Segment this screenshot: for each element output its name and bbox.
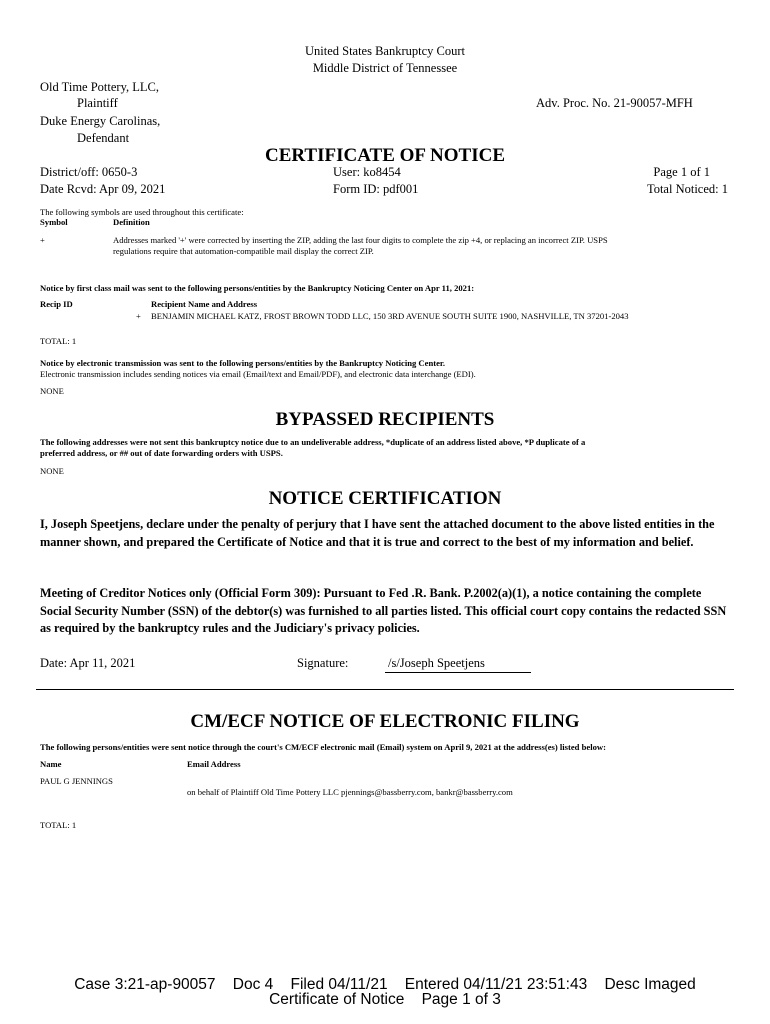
bypassed-text-line1: The following addresses were not sent this bankruptcy notice due to an undeliverable address, *duplicate of an address listed above, *P duplicate of a [40,437,586,447]
plaintiff-name: Old Time Pottery, LLC, [40,80,159,94]
bypassed-none: NONE [40,466,64,476]
cmecf-intro: The following persons/entities were sent notice through the court's CM/ECF electronic mail (Email) system on April 9, 2021 at the address(es) listed below: [40,742,606,752]
certification-title: NOTICE CERTIFICATION [268,488,502,509]
form-id: Form ID: pdf001 [333,182,419,196]
case-number: Adv. Proc. No. 21-90057-MFH [536,96,693,110]
signature-value: /s/Joseph Speetjens [388,656,485,670]
defendant-role: Defendant [77,131,130,145]
plaintiff-role: Plaintiff [77,96,118,110]
electronic-notice-heading: Notice by electronic transmission was sent to the following persons/entities by the Bankruptcy Noticing Center. [40,358,446,368]
district-office: District/off: 0650-3 [40,165,138,179]
certificate-title: CERTIFICATE OF NOTICE [264,145,506,166]
recipient-name-header: Recipient Name and Address [151,299,258,309]
symbol-definition-line1: Addresses marked '+' were corrected by inserting the ZIP, adding the last four digits to complete the zip +4, or replacing an incorrect ZIP. USPS [113,235,608,245]
mail-notice-heading: Notice by first class mail was sent to the following persons/entities by the Bankruptcy Noticing Center on Apr 11, 2021: [40,283,475,293]
footer-case-line: Case 3:21-ap-90057 Doc 4 Filed 04/11/21 Entered 04/11/21 23:51:43 Desc Imaged [74,976,696,993]
total-noticed: Total Noticed: 1 [646,182,728,196]
electronic-notice-sub: Electronic transmission includes sending notices via email (Email/text and Email/PDF), and electronic data interchange (EDI). [40,369,476,379]
symbol-column-header: Symbol [40,217,68,227]
page-count: Page 1 of 1 [653,165,710,179]
symbols-intro: The following symbols are used throughout this certificate: [40,207,244,217]
bypassed-text-line2: preferred address, or ## out of date forwarding orders with USPS. [40,448,283,458]
cmecf-recipient-email: on behalf of Plaintiff Old Time Pottery LLC pjennings@bassberry.com, bankr@bassberry.com [187,787,513,797]
bypassed-title: BYPASSED RECIPIENTS [275,409,495,430]
cmecf-recipient-name: PAUL G JENNINGS [40,776,113,786]
cmecf-name-header: Name [40,759,62,769]
certification-date: Date: Apr 11, 2021 [40,656,136,670]
definition-column-header: Definition [113,217,150,227]
recipient-address: BENJAMIN MICHAEL KATZ, FROST BROWN TODD LLC, 150 3RD AVENUE SOUTH SUITE 1900, NASHVILLE, TN 37201-2043 [151,311,629,321]
signature-label: Signature: [297,656,349,670]
section-divider [36,689,734,690]
footer-page-line: Certificate of Notice Page 1 of 3 [269,991,501,1008]
certification-declaration: I, Joseph Speetjens, declare under the penalty of perjury that I have sent the attached document to the above listed entities in the manner shown, and prepared the Certificate of Notice and that it is true and correct to the best of my information and belief. [40,517,715,549]
signature-line [385,672,531,673]
date-received: Date Rcvd: Apr 09, 2021 [40,182,166,196]
recipient-mark: + [136,311,141,321]
certification-ssn-notice: Meeting of Creditor Notices only (Official Form 309): Pursuant to Fed .R. Bank. P.2002(a)(1), a notice containing the complete Social Security Number (SSN) of the debtor(s) was furnished to all parties listed. This official court copy contains the redacted SSN as required by the bankruptcy rules and the Judiciary's privacy policies. [40,586,727,635]
court-district: Middle District of Tennessee [312,61,458,75]
cmecf-email-header: Email Address [187,759,241,769]
recip-id-header: Recip ID [40,299,73,309]
electronic-none: NONE [40,386,64,396]
cmecf-total: TOTAL: 1 [40,820,77,830]
user-id: User: ko8454 [333,165,401,179]
defendant-name: Duke Energy Carolinas, [40,114,161,128]
cmecf-title: CM/ECF NOTICE OF ELECTRONIC FILING [190,711,580,732]
mail-total: TOTAL: 1 [40,336,77,346]
court-name: United States Bankruptcy Court [304,44,466,58]
symbol-plus: + [40,235,45,245]
symbol-definition-line2: regulations require that automation-compatible mail display the correct ZIP. [113,246,374,256]
